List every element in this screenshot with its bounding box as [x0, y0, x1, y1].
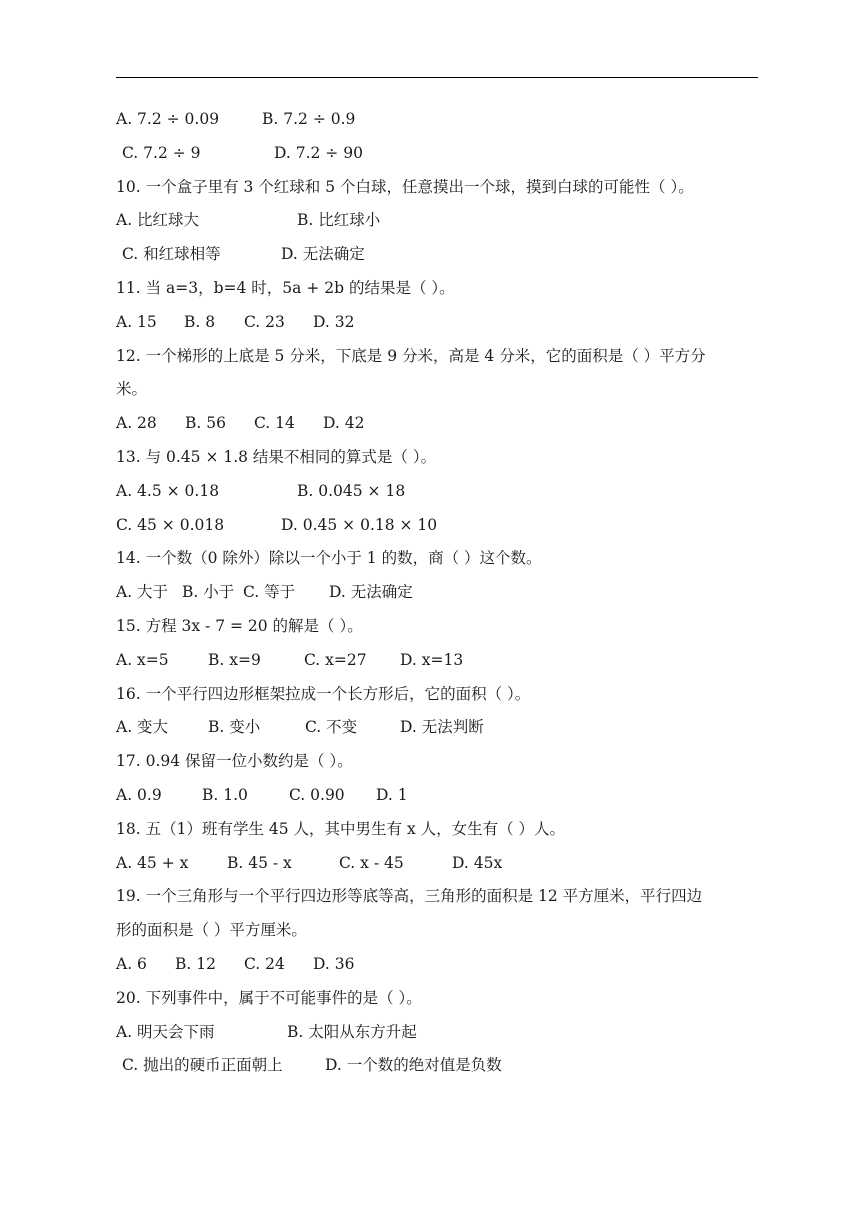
question-stem: 17. 0.94 保留一位小数约是（ ）。 [116, 752, 353, 771]
option-d: D. 42 [323, 414, 365, 433]
option-b: B. 太阳从东方升起 [287, 1022, 417, 1041]
option-b: B. 小于 [182, 583, 235, 602]
options-row [116, 137, 766, 171]
option-c: C. 0.90 [289, 785, 345, 804]
question-stem: 20. 下列事件中，属于不可能事件的是（ ）。 [116, 988, 422, 1007]
option-d: D. 无法确定 [281, 245, 365, 264]
question-stem: 12. 一个梯形的上底是 5 分米，下底是 9 分米，高是 4 分米，它的面积是（ ）平方分 [116, 346, 706, 365]
document-body [116, 103, 766, 1083]
option-a: A. 15 [116, 312, 157, 331]
options-row [116, 1049, 766, 1083]
options-row [116, 204, 766, 238]
question-stem: 19. 一个三角形与一个平行四边形等底等高，三角形的面积是 12 平方厘米，平行四边 [116, 887, 703, 906]
option-b: B. 0.045 × 18 [297, 481, 406, 500]
question-stem: 18. 五（1）班有学生 45 人，其中男生有 x 人，女生有（ ）人。 [116, 819, 566, 838]
header-rule [116, 77, 758, 78]
option-c: C. 7.2 ÷ 9 [122, 143, 201, 162]
options-row [116, 847, 766, 881]
question-stem: 13. 与 0.45 × 1.8 结果不相同的算式是（ ）。 [116, 447, 437, 466]
option-b: B. 45 - x [227, 853, 292, 872]
option-d: D. 32 [313, 312, 355, 331]
option-c: C. 45 × 0.018 [116, 515, 225, 534]
option-a: A. 28 [116, 414, 157, 433]
question-stem: 11. 当 a=3，b=4 时，5a + 2b 的结果是（ ）。 [116, 278, 455, 297]
option-b: B. 7.2 ÷ 0.9 [262, 110, 356, 128]
options-row [116, 711, 766, 745]
option-d: D. 无法确定 [329, 583, 413, 602]
option-a: A. 45 + x [116, 853, 189, 872]
option-c: C. x=27 [304, 650, 367, 669]
option-c: C. 和红球相等 [122, 245, 221, 264]
option-b: B. 8 [184, 312, 216, 331]
option-a: A. 变大 [116, 718, 169, 737]
option-a: A. 7.2 ÷ 0.09 [116, 110, 220, 128]
option-c: C. x - 45 [339, 853, 404, 872]
options-row [116, 948, 766, 982]
option-d: D. 45x [452, 853, 503, 872]
option-d: D. 1 [376, 785, 408, 804]
question-stem: 15. 方程 3x - 7 = 20 的解是（ ）。 [116, 616, 363, 635]
option-d: D. 7.2 ÷ 90 [274, 143, 363, 162]
option-d: D. 一个数的绝对值是负数 [325, 1056, 502, 1075]
options-row [116, 509, 766, 543]
options-row [116, 407, 766, 441]
options-row [116, 238, 766, 272]
option-c: C. 等于 [243, 583, 296, 602]
option-c: C. 抛出的硬币正面朝上 [122, 1056, 283, 1075]
option-a: A. 4.5 × 0.18 [116, 481, 220, 500]
option-d: D. 无法判断 [400, 718, 484, 737]
option-a: A. 大于 [116, 583, 169, 602]
option-a: A. 0.9 [116, 785, 162, 804]
question-stem: 14. 一个数（0 除外）除以一个小于 1 的数，商（ ）这个数。 [116, 549, 542, 568]
option-b: B. 56 [185, 414, 226, 433]
option-c: C. 24 [244, 954, 285, 973]
options-row [116, 475, 766, 509]
options-row [116, 1016, 766, 1050]
option-b: B. 比红球小 [297, 211, 381, 230]
option-b: B. 12 [175, 954, 216, 973]
options-row [116, 306, 766, 340]
option-c: C. 14 [254, 414, 295, 433]
options-row [116, 576, 766, 610]
option-d: D. x=13 [400, 650, 464, 669]
options-row [116, 779, 766, 813]
option-a: A. x=5 [116, 650, 169, 669]
option-c: C. 不变 [305, 718, 358, 737]
option-c: C. 23 [244, 312, 285, 331]
option-b: B. 1.0 [202, 785, 248, 804]
option-b: B. x=9 [208, 650, 261, 669]
options-row [116, 103, 766, 137]
question-stem-continued: 米。 [116, 380, 148, 399]
question-stem: 10. 一个盒子里有 3 个红球和 5 个白球，任意摸出一个球，摸到白球的可能性（ ）。 [116, 177, 694, 196]
options-row [116, 644, 766, 678]
question-stem: 16. 一个平行四边形框架拉成一个长方形后，它的面积（ ）。 [116, 684, 531, 703]
option-a: A. 比红球大 [116, 211, 200, 230]
question-stem-continued: 形的面积是（ ）平方厘米。 [116, 921, 307, 940]
option-d: D. 36 [313, 954, 355, 973]
option-b: B. 变小 [208, 718, 261, 737]
option-d: D. 0.45 × 0.18 × 10 [281, 515, 438, 534]
option-a: A. 6 [116, 954, 147, 973]
option-a: A. 明天会下雨 [116, 1022, 215, 1041]
